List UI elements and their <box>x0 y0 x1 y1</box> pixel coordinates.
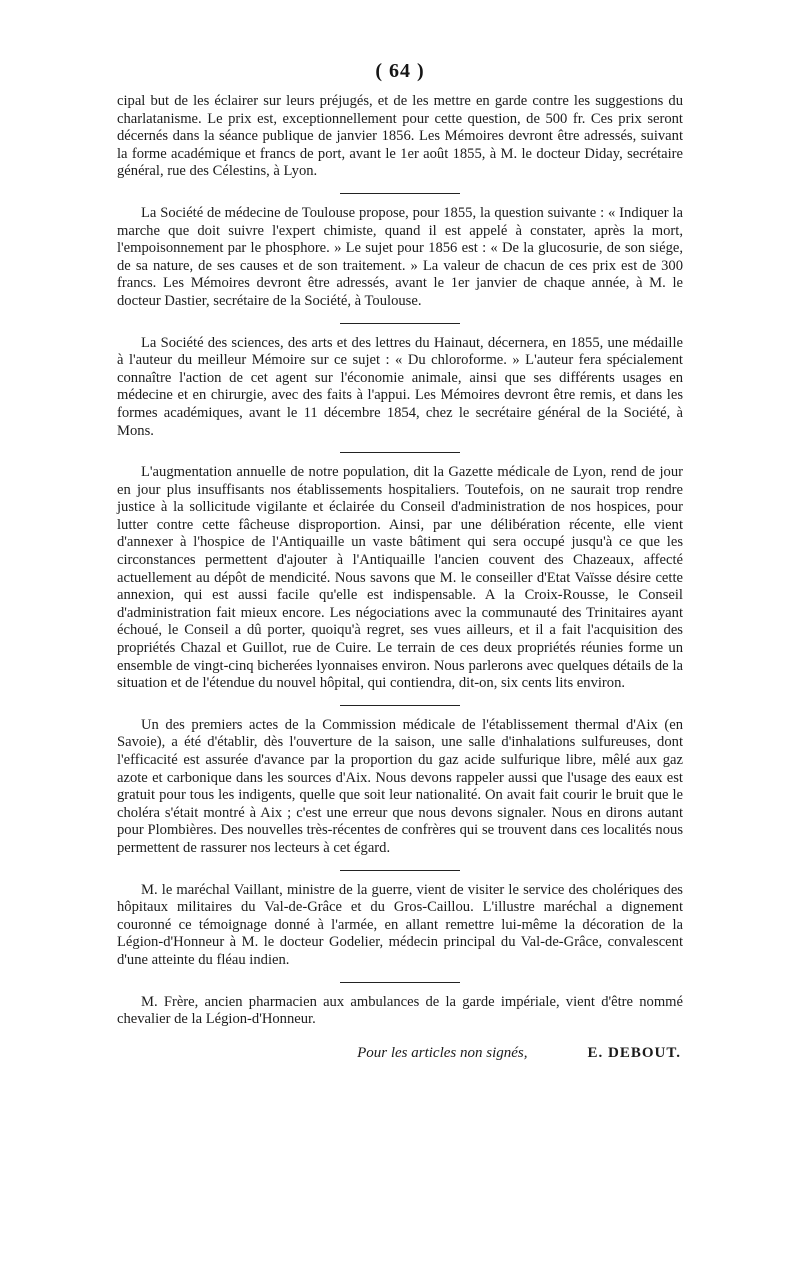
document-page <box>117 60 683 1062</box>
paragraph-vaillant: M. le maréchal Vaillant, ministre de la guerre, vient de visiter le service des cholériques des hôpitaux militaires du Val-de-Grâce et du Gros-Caillou. L'illustre maréchal a dignement couronné ce témoignage donné à l'armée, en allant remettre lui-même la décoration de la Légion-d'Honneur à M. le docteur Godelier, médecin principal du Val-de-Grâce, convalescent d'une atteinte du fléau indien. <box>117 881 683 968</box>
page-footer <box>117 1045 683 1062</box>
section-divider <box>340 323 460 324</box>
paragraph-hainaut: La Société des sciences, des arts et des lettres du Hainaut, décernera, en 1855, une médaille à l'auteur du meilleur Mémoire sur ce sujet : « Du chloroforme. » L'auteur fera spécialement connaître l'action de cet agent sur l'économie animale, ainsi que ses différents usages en médecine et en chirurgie, avec des faits à l'appui. Les Mémoires devront être remis, et dans les formes académiques, avant le 11 décembre 1854, chez le secrétaire général de la Société, à Mons. <box>117 334 683 439</box>
footer-note: Pour les articles non signés, <box>357 1044 528 1061</box>
section-divider <box>340 452 460 453</box>
section-divider <box>340 982 460 983</box>
section-divider <box>340 870 460 871</box>
footer-signature: E. DEBOUT. <box>587 1044 681 1061</box>
paragraph-aix: Un des premiers actes de la Commission médicale de l'établissement thermal d'Aix (en Savoie), a été d'établir, dès l'ouverture de la saison, une salle d'inhalations sulfureuses, dont l'efficacité est assurée d'avance par la proportion du gaz acide sulfurique libre, mêlé aux gaz azote et carbonique dans les sources d'Aix. Nous devons rappeler aussi que l'usage des eaux est gratuit pour tous les indigents, quelle que soit leur nationalité. On avait fait courir le bruit que le choléra s'était montré à Aix ; c'est une erreur que nous devons signaler. Nous en dirons autant pour Plombières. Des nouvelles très-récentes de confrères qui se trouvent dans ces localités nous permettent de rassurer nos lecteurs à cet égard. <box>117 716 683 856</box>
section-divider <box>340 193 460 194</box>
section-divider <box>340 705 460 706</box>
paragraph-lyon-hospitals: L'augmentation annuelle de notre population, dit la Gazette médicale de Lyon, rend de jour en jour plus insuffisants nos établissements hospitaliers. Toutefois, on ne saurait trop rendre justice à la sollicitude vigilante et éclairée du Conseil d'administration de nos hospices, pour lutter contre cette fâcheuse disproportion. Ainsi, par une délibération récente, elle vient d'annexer à l'hospice de l'Antiquaille un vaste bâtiment qui sera occupé jusqu'à ce que les circonstances permettent d'ajouter à l'Antiquaille l'ancien couvent des Chazeaux, affecté actuellement au dépôt de mendicité. Nous savons que M. le conseiller d'Etat Vaïsse désire cette annexion, qui est aussi facile qu'elle est indispensable. A la Croix-Rousse, le Conseil d'administration fait mieux encore. Les négociations avec la communauté des Trinitaires ayant échoué, le Conseil a dû porter, quoiqu'à regret, ses vues ailleurs, et il a fait l'acquisition des propriétés Chazal et Guillot, rue de Cuire. Le terrain de ces deux propriétés réunies forme un ensemble de vingt-cinq bicherées lyonnaises environ. Nous parlerons avec quelques détails de la situation et de l'étendue du nouvel hôpital, qui contiendra, dit-on, six cents lits environ. <box>117 464 683 692</box>
paragraph-toulouse: La Société de médecine de Toulouse propose, pour 1855, la question suivante : « Indiquer la marche que doit suivre l'expert chimiste, quand il est appelé à constater, après la mort, l'empoisonnement par le phosphore. » Le sujet pour 1856 est : « De la glucosurie, de son siége, de sa nature, de ses causes et de son traitement. » La valeur de chacun de ces prix est de 300 francs. Les Mémoires devront être adressés, avant le 1er janvier de chaque année, à M. le docteur Dastier, secrétaire de la Société, à Toulouse. <box>117 204 683 309</box>
paragraph-lyon-prize: cipal but de les éclairer sur leurs préjugés, et de les mettre en garde contre les suggestions du charlatanisme. Le prix est, exceptionnellement pour cette question, de 500 fr. Ces prix seront décernés dans la séance publique de janvier 1856. Les Mémoires devront être adressés, suivant la forme académique et francs de port, avant le 1er août 1855, à M. le docteur Diday, secrétaire général, rue des Célestins, à Lyon. <box>117 93 683 180</box>
paragraph-frere: M. Frère, ancien pharmacien aux ambulances de la garde impériale, vient d'être nommé chevalier de la Légion-d'Honneur. <box>117 993 683 1028</box>
page-number: ( 64 ) <box>375 60 425 82</box>
